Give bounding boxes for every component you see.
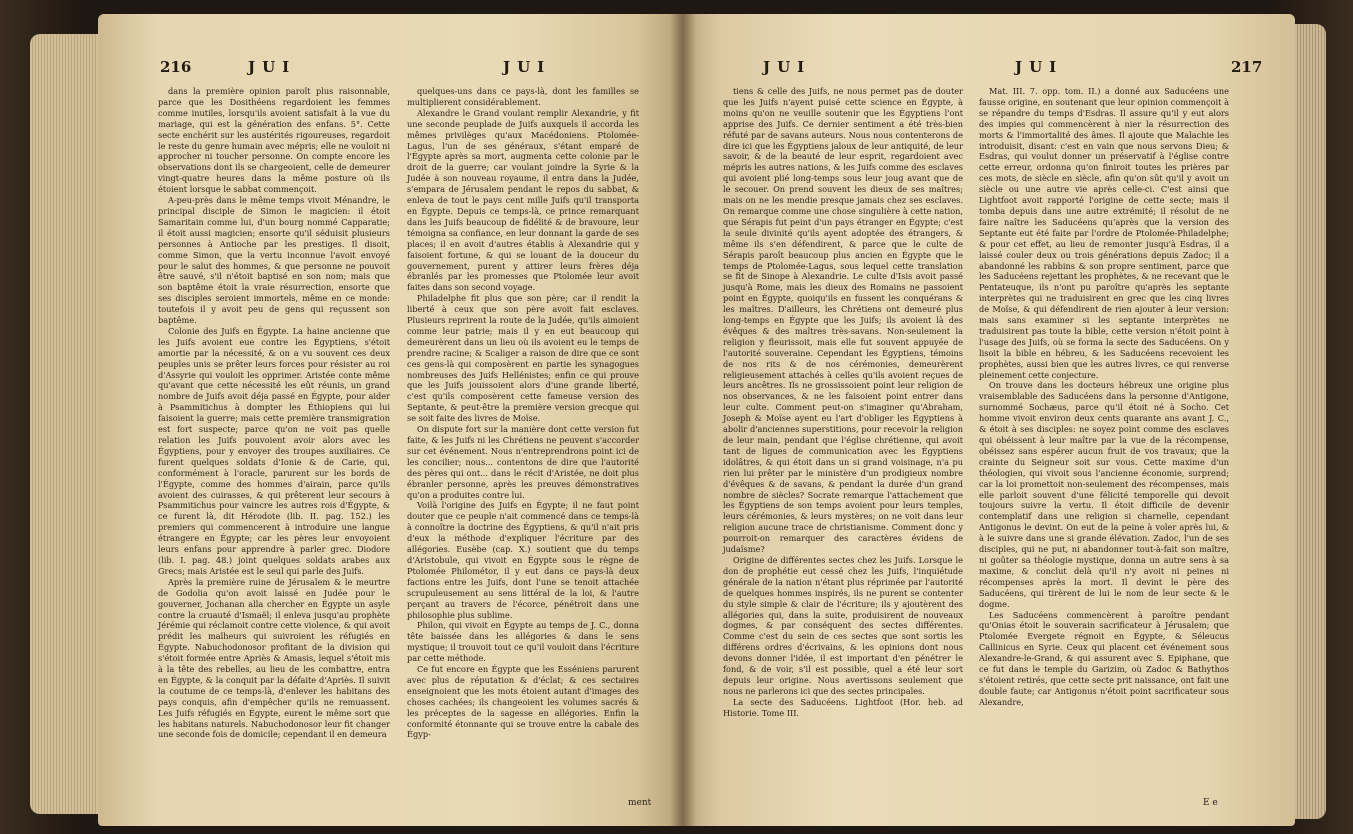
paragraph: A-peu-près dans le même temps vivoit Ménandre, le principal disciple de Simon le magicien: il étoit Samaritain comme lui, d'un bourg nommé Capparatie; il étoit aussi magicien; ensorte qu'il séduisit plusieurs personnes à Antioche par les prestiges. Il disoit, comme Simon, que la vertu inconnue l'avoit envoyé pour le salut des hommes, & que personne ne pouvoit être sauvé, s'il n'étoit baptisé en son nom; mais que son baptême étoit la vraie résurrection, ensorte que ses disciples seroient immortels, même en ce monde: toutefois il y avoit peu de gens qui reçussent son baptême. — [158, 195, 390, 326]
paragraph: Après la première ruine de Jérusalem & le meurtre de Godolia qu'on avoit laissé en Judée pour le gouverner, Jochanan alla chercher en Égypte un asyle contre la cruauté d'Ismaël; il enleva jusqu'au prophète Jérémie qui réclamoit contre cette violence, & qui avoit prédit les malheurs qui suivroient les réfugiés en Égypte. Nabuchodonosor profitant de la division qui s'étoit formée entre Apriès & Amasis, lequel s'étoit mis à la tête des rebelles, au lieu de les combattre, entra en Égypte, & la conquit par la défaite d'Apriès. Il suivit la coutume de ce temps-là, d'enlever les habitans des pays conquis, afin d'empêcher qu'ils ne remuassent. Les Juifs réfugiés en Égypte, eurent le même sort que les habitans naturels. Nabuchodonosor leur fit changer une seconde fois de domicile; cependant il en demeura — [158, 576, 390, 740]
right-page-column-2 — [979, 86, 1229, 708]
left-page-column-2 — [407, 86, 639, 740]
paragraph: La secte des Saducéens. Lightfoot (Hor. heb. ad Historie. Tome III. — [723, 696, 963, 718]
right-page — [683, 14, 1295, 826]
paragraph: Les Saducéens commencèrent à paroître pendant qu'Onias étoit le souverain sacrificateur à Jérusalem; que Ptolomée Evergete régnoit en Égypte, & Séleucus Callinicus en Syrie. Ceux qui placent cet événement sous Alexandre-le-Grand, & qui assurent avec S. Epiphane, que ce fut dans le temple du Garizim, où Zadoc & Bathythos s'étoient retirés, que cette secte prit naissance, ont fait une double faute; car Antigonus n'étoit point sacrificateur sous Alexandre, — [979, 609, 1229, 707]
paragraph: dans la première opinion paroît plus raisonnable, parce que les Dosithéens regardoient les femmes comme inutiles, lorsqu'ils avoient satisfait à la vue du mariage, qui est la génération des enfans. 5°. Cette secte enchérit sur les austérités rigoureuses, regardoit le reste du genre humain avec mépris; elle ne vouloit ni approcher ni toucher personne. On compte encore les observations dont ils se chargeoient, celle de demeurer vingt-quatre heures dans la même posture où ils étoient lorsque le sabbat commençoit. — [158, 86, 390, 195]
paragraph: Philadelphe fit plus que son père; car il rendit la liberté à ceux que son père avoit fait esclaves. Plusieurs reprirent la route de la Judée, qu'ils aimoient comme leur patrie; mais il y en eut beaucoup qui demeurèrent dans un lieu où ils avoient eu le temps de prendre racine; & Scaliger a raison de dire que ce sont ces gens-là qui composèrent en partie les synagogues nombreuses des Juifs Hellénistes; enfin ce qui prouve que les Juifs jouissoient alors d'une grande liberté, c'est qu'ils composèrent cette fameuse version des Septante, & peut-être la première version grecque qui se soit faite des livres de Moïse. — [407, 293, 639, 424]
paragraph: Voilà l'origine des Juifs en Égypte; il ne faut point douter que ce peuple n'ait commencé dans ce temps-là à connoître la doctrine des Égyptiens, & qu'il n'ait pris d'eux la méthode d'expliquer l'écriture par des allégories. Eusèbe (cap. X.) soutient que du temps d'Aristobule, qui vivoit en Égypte sous le règne de Ptolomée Philométor, il y eut dans ce pays-là deux factions entre les Juifs, dont l'une se tenoit attachée scrupuleusement au sens littéral de la loi, & l'autre perçant au travers de l'écorce, pénétroit dans une philosophie plus sublime. — [407, 500, 639, 620]
right-page-edges — [1292, 24, 1326, 819]
left-page-column-1 — [158, 86, 390, 740]
paragraph: Mat. III. 7. opp. tom. II.) a donné aux Saducéens une fausse origine, en soutenant que leur opinion commençoit à se répandre du temps d'Esdras. Il assure qu'il y eut alors des impies qui commencèrent à nier la résurrection des morts & l'immortalité des âmes. Il ajoute que Malachie les introduisit, disant: c'est en vain que nous servons Dieu; & Esdras, qui voulut donner un préservatif à l'église contre cette erreur, ordonna qu'on finiroit toutes les prières par ces mots, de siècle en siècle, afin qu'on sût qu'il y avoit un siècle ou une autre vie après celle-ci. C'est ainsi que Lightfoot avoit rapporté l'origine de cette secte; mais il tomba depuis dans une autre extrémité; il résolut de ne faire naître les Saducéens qu'après que la version des Septante eut été faite par l'ordre de Ptolomée-Philadelphe; & pour cet effet, au lieu de remonter jusqu'à Esdras, il a laissé couler deux ou trois générations depuis Zadoc; il a abandonné les rabbins & son propre sentiment, parce que les Saducéens rejettant les prophètes, & ne recevant que le Pentateuque, ils n'ont pu paroître qu'après les septante interprètes qui ne traduisirent en grec que les cinq livres de Moïse, & qui défendirent de rien ajouter à leur version: mais sans examiner si les septante interprètes ne traduisirent pas toute la bible, cette version n'étoit point à l'usage des Juifs, où se forma la secte des Saducéens. On y lisoit la bible en hébreu, & les Saducéens recevoient les prophètes, aussi bien que les autres livres, ce qui renverse pleinement cette conjecture. — [979, 86, 1229, 380]
left-running-head-2: JUI — [503, 58, 552, 76]
paragraph: quelques-uns dans ce pays-là, dont les familles se multiplierent considérablement. — [407, 86, 639, 107]
right-signature-mark: E e — [1203, 798, 1218, 808]
paragraph: Ce fut encore en Égypte que les Esséniens parurent avec plus de réputation & d'éclat; & ces sectaires enseignoient que les mots étoient autant d'images des choses cachées; ils changeoient les volumes sacrés & les préceptes de la sagesse en allégories. Enfin la conformité étonnante qui se trouve entre la cabale des Égyp- — [407, 664, 639, 740]
paragraph: On dispute fort sur la manière dont cette version fut faite, & les Juifs ni les Chrétiens ne peuvent s'accorder sur cet événement. Nous n'entreprendrons point ici de les concilier; nous... contentons de dire que l'autorité des pères qui ont... dans le récit d'Aristée, ne doit plus ébranler personne, après les preuves démonstratives qu'on a produites contre lui. — [407, 424, 639, 500]
left-running-head-1: JUI — [248, 58, 297, 76]
right-running-head-1: JUI — [763, 58, 812, 76]
open-book — [30, 14, 1325, 826]
paragraph: Alexandre le Grand voulant remplir Alexandrie, y fit une seconde peuplade de Juifs auxquels il accorda les mêmes privilèges qu'aux Macédoniens. Ptolomée-Lagus, l'un de ses généraux, s'étant emparé de l'Égypte après sa mort, augmenta cette colonie par le droit de la guerre; car voulant joindre la Syrie & la Judée à son nouveau royaume, il entra dans la Judée, s'empara de Jérusalem pendant le repos du sabbat, & enleva de tout le pays cent mille Juifs qu'il transporta en Égypte. Depuis ce temps-là, ce prince remarquant dans les Juifs beaucoup de fidélité & de bravoure, leur témoigna sa confiance, en leur donnant la garde de ses places; il en avoit d'autres établis à Alexandrie qui y faisoient fortune, & qui se louant de la douceur du gouvernement, purent y attirer leurs frères déja ébranlés par les promesses que Ptolomée leur avoit faites dans son second voyage. — [407, 107, 639, 293]
paragraph: Colonie des Juifs en Égypte. La haine ancienne que les Juifs avoient eue contre les Égyptiens, s'étoit amortie par la nécessité, & on a vu souvent ces deux peuples unis se prêter leurs forces pour résister au roi d'Assyrie qui vouloit les opprimer. Aristée conte même qu'avant que cette nécessité les eût réunis, un grand nombre de Juifs avoit déja passé en Égypte, pour aider à Psammitichus à dompter les Éthiopiens qui lui faisoient la guerre; mais cette première transmigration est fort suspecte; parce qu'on ne voit pas quelle relation les Juifs pouvoient avoir alors avec les Égyptiens, pour y envoyer des troupes auxiliaires. Ce furent quelques soldats d'Ionie & de Carie, qui, conformément à l'oracle, parurent sur les bords de l'Égypte, comme des hommes d'airain, parce qu'ils avoient des cuirasses, & qui prêterent leur secours à Psammitichus pour vaincre les autres rois d'Égypte, & ce furent là, dit Hérodote (lib. II. pag. 152.) les premiers qui commencerent à introduire une langue étrangere en Égypte; car les pères leur envoyoient leurs enfans pour apprendre à parler grec. Diodore (lib. I. pag. 48.) joint quelques soldats arabes aux Grecs; mais Aristée est le seul qui parle des Juifs. — [158, 325, 390, 576]
left-catchword: ment — [628, 798, 652, 808]
left-page-number: 216 — [160, 58, 192, 76]
paragraph: Philon, qui vivoit en Égypte au temps de J. C., donna tête baissée dans les allégories & dans le sens mystique; il trouvoit tout ce qu'il vouloit dans l'écriture par cette méthode. — [407, 620, 639, 664]
right-page-number: 217 — [1231, 58, 1263, 76]
left-page — [98, 14, 683, 826]
paragraph: Origine de différentes sectes chez les Juifs. Lorsque le don de prophétie eut cessé chez les Juifs, l'inquiétude générale de la nation n'étant plus réprimée par l'autorité de quelques hommes inspirés, ils ne purent se contenter du style simple & clair de l'écriture; ils y ajoutèrent des allégories qui, dans la suite, produisirent de nouveaux dogmes, & par conséquent des sectes différentes. Comme c'est du sein de ces sectes que sont sortis les différens ordres d'écrivains, & les opinions dont nous devons donner l'idée, il est important d'en pénétrer le fond, & de voir, s'il est possible, quel a été leur sort depuis leur origine. Nous avertissons seulement que nous ne parlerons ici que des sectes principales. — [723, 554, 963, 696]
left-page-edges — [30, 34, 100, 814]
right-page-column-1 — [723, 86, 963, 719]
right-running-head-2: JUI — [1015, 58, 1064, 76]
paragraph: tiens & celle des Juifs, ne nous permet pas de douter que les Juifs n'ayent puisé cette science en Égypte, à moins qu'on ne veuille soutenir que les Égyptiens l'ont apprise des Juifs. Ce dernier sentiment a été très-bien réfuté par de savans auteurs. Nous nous contenterons de dire ici que les Égyptiens jaloux de leur antiquité, de leur savoir, & de la beauté de leur esprit, regardoient avec mépris les autres nations, & les Juifs comme des esclaves qui avoient plié long-temps sous leur joug avant que de le secouer. On prend souvent les dieux de ses maîtres; mais on ne les mendie presque jamais chez ses esclaves. On remarque comme une chose singulière à cette nation, que Sérapis fut peint d'un pays étranger en Égypte; c'est la seule divinité qu'ils ayent adoptée des étrangers, & même ils s'en défendirent, & parce que le culte de Sérapis paroît beaucoup plus ancien en Égypte que le temps de Ptolomée-Lagus, sous lequel cette translation se fit de Sinope à Alexandrie. Le culte d'Isis avoit passé jusqu'à Rome, mais les dieux des Romains ne passoient point en Égypte, quoiqu'ils en fussent les conquérans & les maîtres. D'ailleurs, les Chrétiens ont demeuré plus long-temps en Égypte que les Juifs; ils avoient là des évêques & des maîtres très-savans. Non-seulement la religion y fleurissoit, mais elle fut souvent appuyée de l'autorité souveraine. Cependant les Égyptiens, témoins de nos rits & de nos cérémonies, demeurèrent religieusement attachés à celles qu'ils avoient reçues de leurs ancêtres. Ils ne grossissoient point leur religion de nos observances, & ne les faisoient point entrer dans leur culte. Comment peut-on s'imaginer qu'Abraham, Joseph & Moïse ayent eu l'art d'obliger les Égyptiens à abolir d'anciennes superstitions, pour recevoir la religion de leur main, pendant que l'église chrétienne, qui avoit tant de ligues de communication avec les Égyptiens idolâtres, & qui étoit dans un si grand voisinage, n'a pu rien lui prêter par le ministère d'un prodigieux nombre d'évêques & de savans, & pendant la durée d'un grand nombre de siècles? Socrate remarque l'attachement que les Égyptiens de son temps avoient pour leurs temples, leurs cérémonies, & leurs mystères; on ne voit dans leur religion aucune trace de christianisme. Comment donc y pourroit-on remarquer des caractères évidens de judaïsme? — [723, 86, 963, 555]
paragraph: On trouve dans les docteurs hébreux une origine plus vraisemblable des Saducéens dans la personne d'Antigone, surnommé Sochæus, parce qu'il étoit né à Socho. Cet homme vivoit environ deux cents quarante ans avant J. C., & étoit à ses disciples: ne soyez point comme des esclaves qui obéissent à leur maître par la vue de la récompense, obéissez sans espérer aucun fruit de vos travaux; que la crainte du Seigneur soit sur vous. Cette maxime d'un théologien, qui vivoit sous l'ancienne économie, surprend; car la loi promettoit non-seulement des récompenses, mais elle parloit souvent d'une félicité temporelle qui devoit toujours suivre la vertu. Il étoit difficile de devenir contemplatif dans une religion si charnelle, cependant Antigonus le devint. On eut de la peine à voler après lui, & à le suivre dans une si grande élévation. Zadoc, l'un de ses disciples, qui ne put, ni abandonner tout-à-fait son maître, ni goûter sa théologie mystique, donna un autre sens à sa maxime, & conclut delà qu'il n'y avoit ni peines ni récompenses après la mort. Il devint le père des Saducéens, qui tirèrent de lui le nom de leur secte & le dogme. — [979, 380, 1229, 609]
